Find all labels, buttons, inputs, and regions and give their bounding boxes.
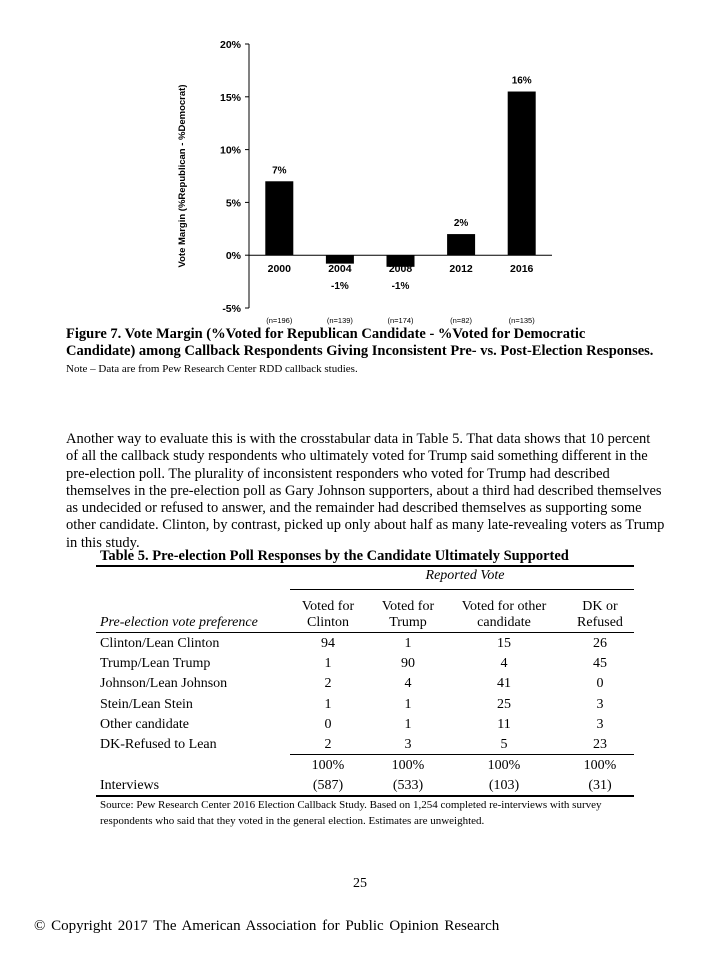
table-cell: 3 (596, 717, 604, 732)
table-cell: 0 (596, 676, 604, 691)
table-header-rule (96, 632, 634, 633)
table-cell: 26 (593, 636, 607, 651)
table-cell: 15 (497, 636, 511, 651)
table-group-header: Reported Vote (425, 568, 505, 583)
table-cell: 1 (324, 656, 332, 671)
x-category-label: 2012 (449, 263, 473, 276)
column-header-dk-refused (568, 599, 632, 631)
y-axis-title: Vote Margin (%Republican - %Democrat) (177, 84, 188, 268)
table-cell: 1 (404, 636, 412, 651)
total-cell: 100% (487, 758, 521, 773)
column-header-dk-line2: Refused (577, 615, 623, 630)
table-top-rule (96, 565, 634, 567)
table-group-rule (290, 589, 634, 590)
interviews-cell: (31) (588, 778, 612, 793)
column-header-other-line2: candidate (477, 615, 531, 630)
column-header-clinton-line1: Voted for (301, 599, 355, 614)
x-category-label: 2004 (328, 263, 352, 276)
bar-2012 (447, 234, 475, 255)
y-tick-label: 15% (219, 91, 241, 104)
data-label: -1% (331, 281, 349, 293)
figure-caption-text: Figure 7. Vote Margin (%Voted for Republican Candidate - %Voted for Democratic Candidate) among Callback Respondents Giving Inconsistent Pre- vs. Post-Election Responses. (66, 326, 654, 359)
column-header-trump-line1: Voted for (381, 599, 435, 614)
vote-margin-bar-chart (170, 30, 570, 330)
table-cell: 5 (500, 737, 508, 752)
column-header-trump (374, 599, 442, 631)
table-title: Table 5. Pre-election Poll Responses by the Candidate Ultimately Supported (100, 548, 569, 564)
figure-caption-note: Note – Data are from Pew Research Center RDD callback studies. (66, 363, 358, 375)
data-label: -1% (391, 281, 410, 293)
sample-size-label: (n=139) (326, 316, 353, 325)
table-cell: 0 (324, 717, 332, 732)
body-paragraph: Another way to evaluate this is with the crosstabular data in Table 5. That data shows that 10 percent of all the callback study respondents who ultimately voted for Trump said something different in the pre-election poll. The plurality of inconsistent responders who voted for Trump had described themselves in the pre-election poll as Gary Johnson supporters, about a third had described themselves as undecided or refused to answer, and the remainder had described themselves as supporting some other candidate. Clinton, by contrast, picked up only about half as many late-revealing voters as Trump in this study. (66, 431, 665, 551)
row-label-stein: Stein/Lean Stein (100, 697, 193, 712)
column-header-dk-line1: DK or (582, 599, 618, 614)
x-category-label: 2000 (267, 263, 291, 276)
table-cell: 2 (324, 676, 332, 691)
total-cell: 100% (391, 758, 425, 773)
total-cell: 100% (583, 758, 617, 773)
sample-size-label: (n=135) (508, 316, 535, 325)
table-cell: 11 (497, 717, 511, 732)
row-label-other: Other candidate (100, 717, 190, 732)
sample-size-label: (n=174) (387, 316, 414, 325)
table-cell: 2 (324, 737, 332, 752)
row-label-trump: Trump/Lean Trump (100, 656, 211, 671)
total-cell: 100% (311, 758, 345, 773)
interviews-cell: (587) (312, 778, 344, 793)
data-label: 2% (453, 218, 469, 230)
y-tick-label: 20% (219, 39, 241, 51)
sample-size-label: (n=82) (450, 316, 473, 325)
table-cell: 41 (497, 676, 511, 691)
table-cell: 90 (401, 656, 415, 671)
data-label: 7% (272, 165, 287, 177)
column-header-trump-line2: Trump (389, 615, 427, 630)
table-total-rule (290, 754, 634, 755)
table-cell: 94 (321, 636, 335, 651)
table-cell: 45 (593, 656, 607, 671)
table-cell: 1 (404, 697, 412, 712)
table-cell: 4 (404, 676, 412, 691)
figure-caption (66, 326, 656, 378)
table-cell: 3 (404, 737, 412, 752)
interviews-cell: (533) (392, 778, 424, 793)
interviews-cell: (103) (488, 778, 520, 793)
table-cell: 23 (593, 737, 607, 752)
x-category-label: 2008 (388, 263, 413, 276)
y-tick-label: 5% (225, 197, 241, 210)
copyright-notice: © Copyright 2017 The American Association for Public Opinion Research (34, 918, 500, 934)
column-header-clinton-line2: Clinton (306, 615, 349, 630)
bar-2000 (265, 181, 293, 255)
row-label-johnson: Johnson/Lean Johnson (100, 676, 228, 691)
page-number: 25 (353, 876, 367, 891)
table-cell: 25 (497, 697, 511, 712)
table-cell: 1 (324, 697, 332, 712)
y-tick-label: 10% (219, 144, 241, 157)
bar-2016 (508, 92, 536, 256)
data-label: 16% (511, 75, 532, 87)
column-header-clinton (296, 599, 360, 631)
column-header-other-line1: Voted for other (461, 599, 547, 614)
column-header-other (450, 599, 558, 631)
table-cell: 1 (404, 717, 412, 732)
sample-size-label: (n=196) (266, 316, 293, 325)
row-label-dk-refused: DK-Refused to Lean (100, 737, 217, 752)
y-tick-label: 0% (225, 250, 241, 263)
table-row-header: Pre-election vote preference (100, 615, 258, 630)
x-category-label: 2016 (510, 263, 534, 276)
table-source-note: Source: Pew Research Center 2016 Election Callback Study. Based on 1,254 completed re-interviews with survey respondents who said that they voted in the general election. Estimates are unweighted. (100, 799, 602, 827)
table-cell: 3 (596, 697, 604, 712)
table-cell: 4 (500, 656, 508, 671)
y-tick-label: -5% (222, 303, 241, 315)
interviews-label: Interviews (100, 778, 160, 793)
row-label-clinton: Clinton/Lean Clinton (100, 636, 220, 651)
